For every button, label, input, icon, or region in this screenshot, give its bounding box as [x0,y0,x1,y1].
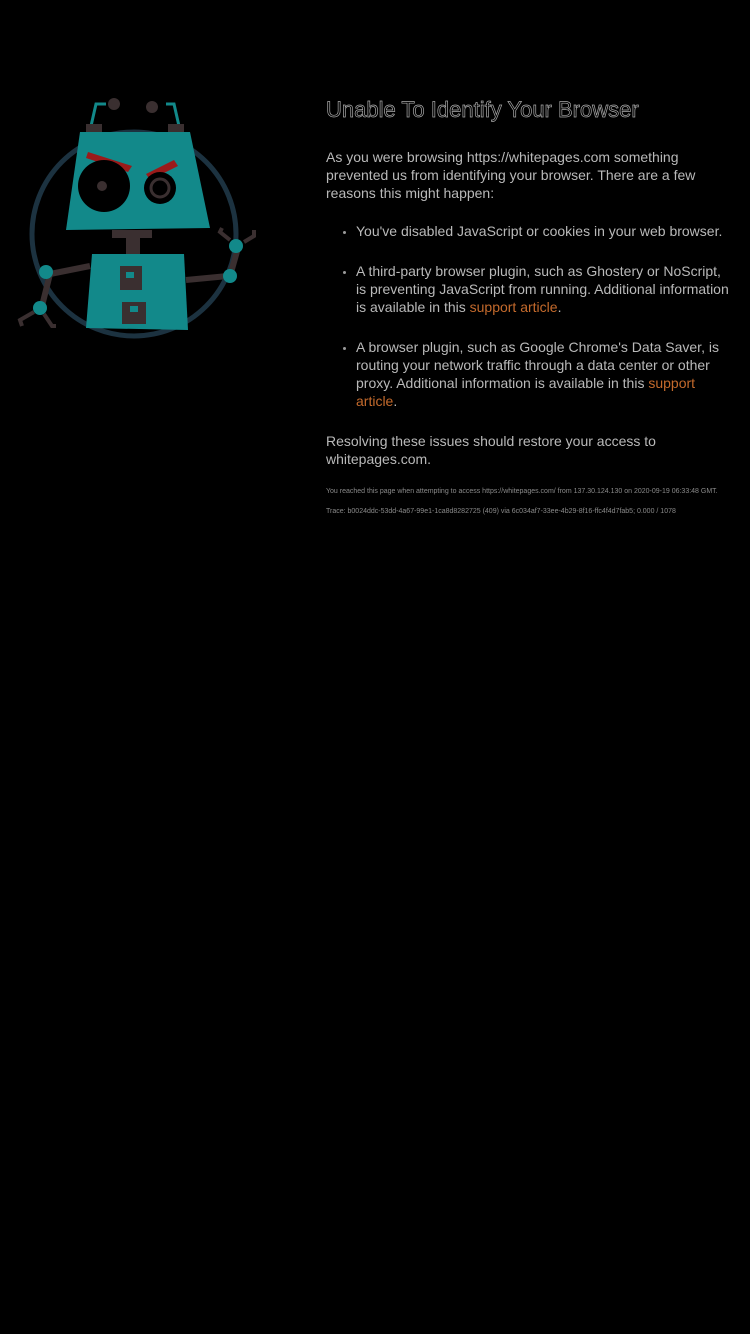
page-title: Unable To Identify Your Browser [326,97,639,122]
access-details: You reached this page when attempting to access https://whitepages.com/ from 137.30.124.130 on 2020-09-19 06:33:48 GMT. [326,488,718,495]
error-content [326,96,730,522]
intro-text: As you were browsing https://whitepages.com something prevented us from identifying your browser. There are a few reasons this might happen: [326,149,696,201]
reason-item [356,262,730,316]
reason-suffix: . [393,393,398,409]
reason-item [356,222,730,240]
trace-id: Trace: b0024ddc-53dd-4a67-99e1-1ca8d8282725 (409) via 6c034af7-33ee-4b29-8f16-ffc4f4d7fab5; 0.000 / 1078 [326,508,676,515]
reason-suffix: . [557,299,562,315]
reasons-list [326,222,730,410]
resolve-text: Resolving these issues should restore your access to whitepages.com. [326,433,656,467]
reason-text: You've disabled JavaScript or cookies in your web browser. [356,223,723,239]
reason-text: A browser plugin, such as Google Chrome's Data Saver, is routing your network traffic through a data center or other proxy. Additional information is available in this [356,339,719,391]
reason-item [356,338,730,410]
robot-icon [14,94,264,346]
reason-text: A third-party browser plugin, such as Ghostery or NoScript, is preventing JavaScript from running. Additional information is available in this [356,263,729,315]
support-article-link[interactable]: support article [469,299,558,315]
support-article-link[interactable]: support article [356,375,696,409]
